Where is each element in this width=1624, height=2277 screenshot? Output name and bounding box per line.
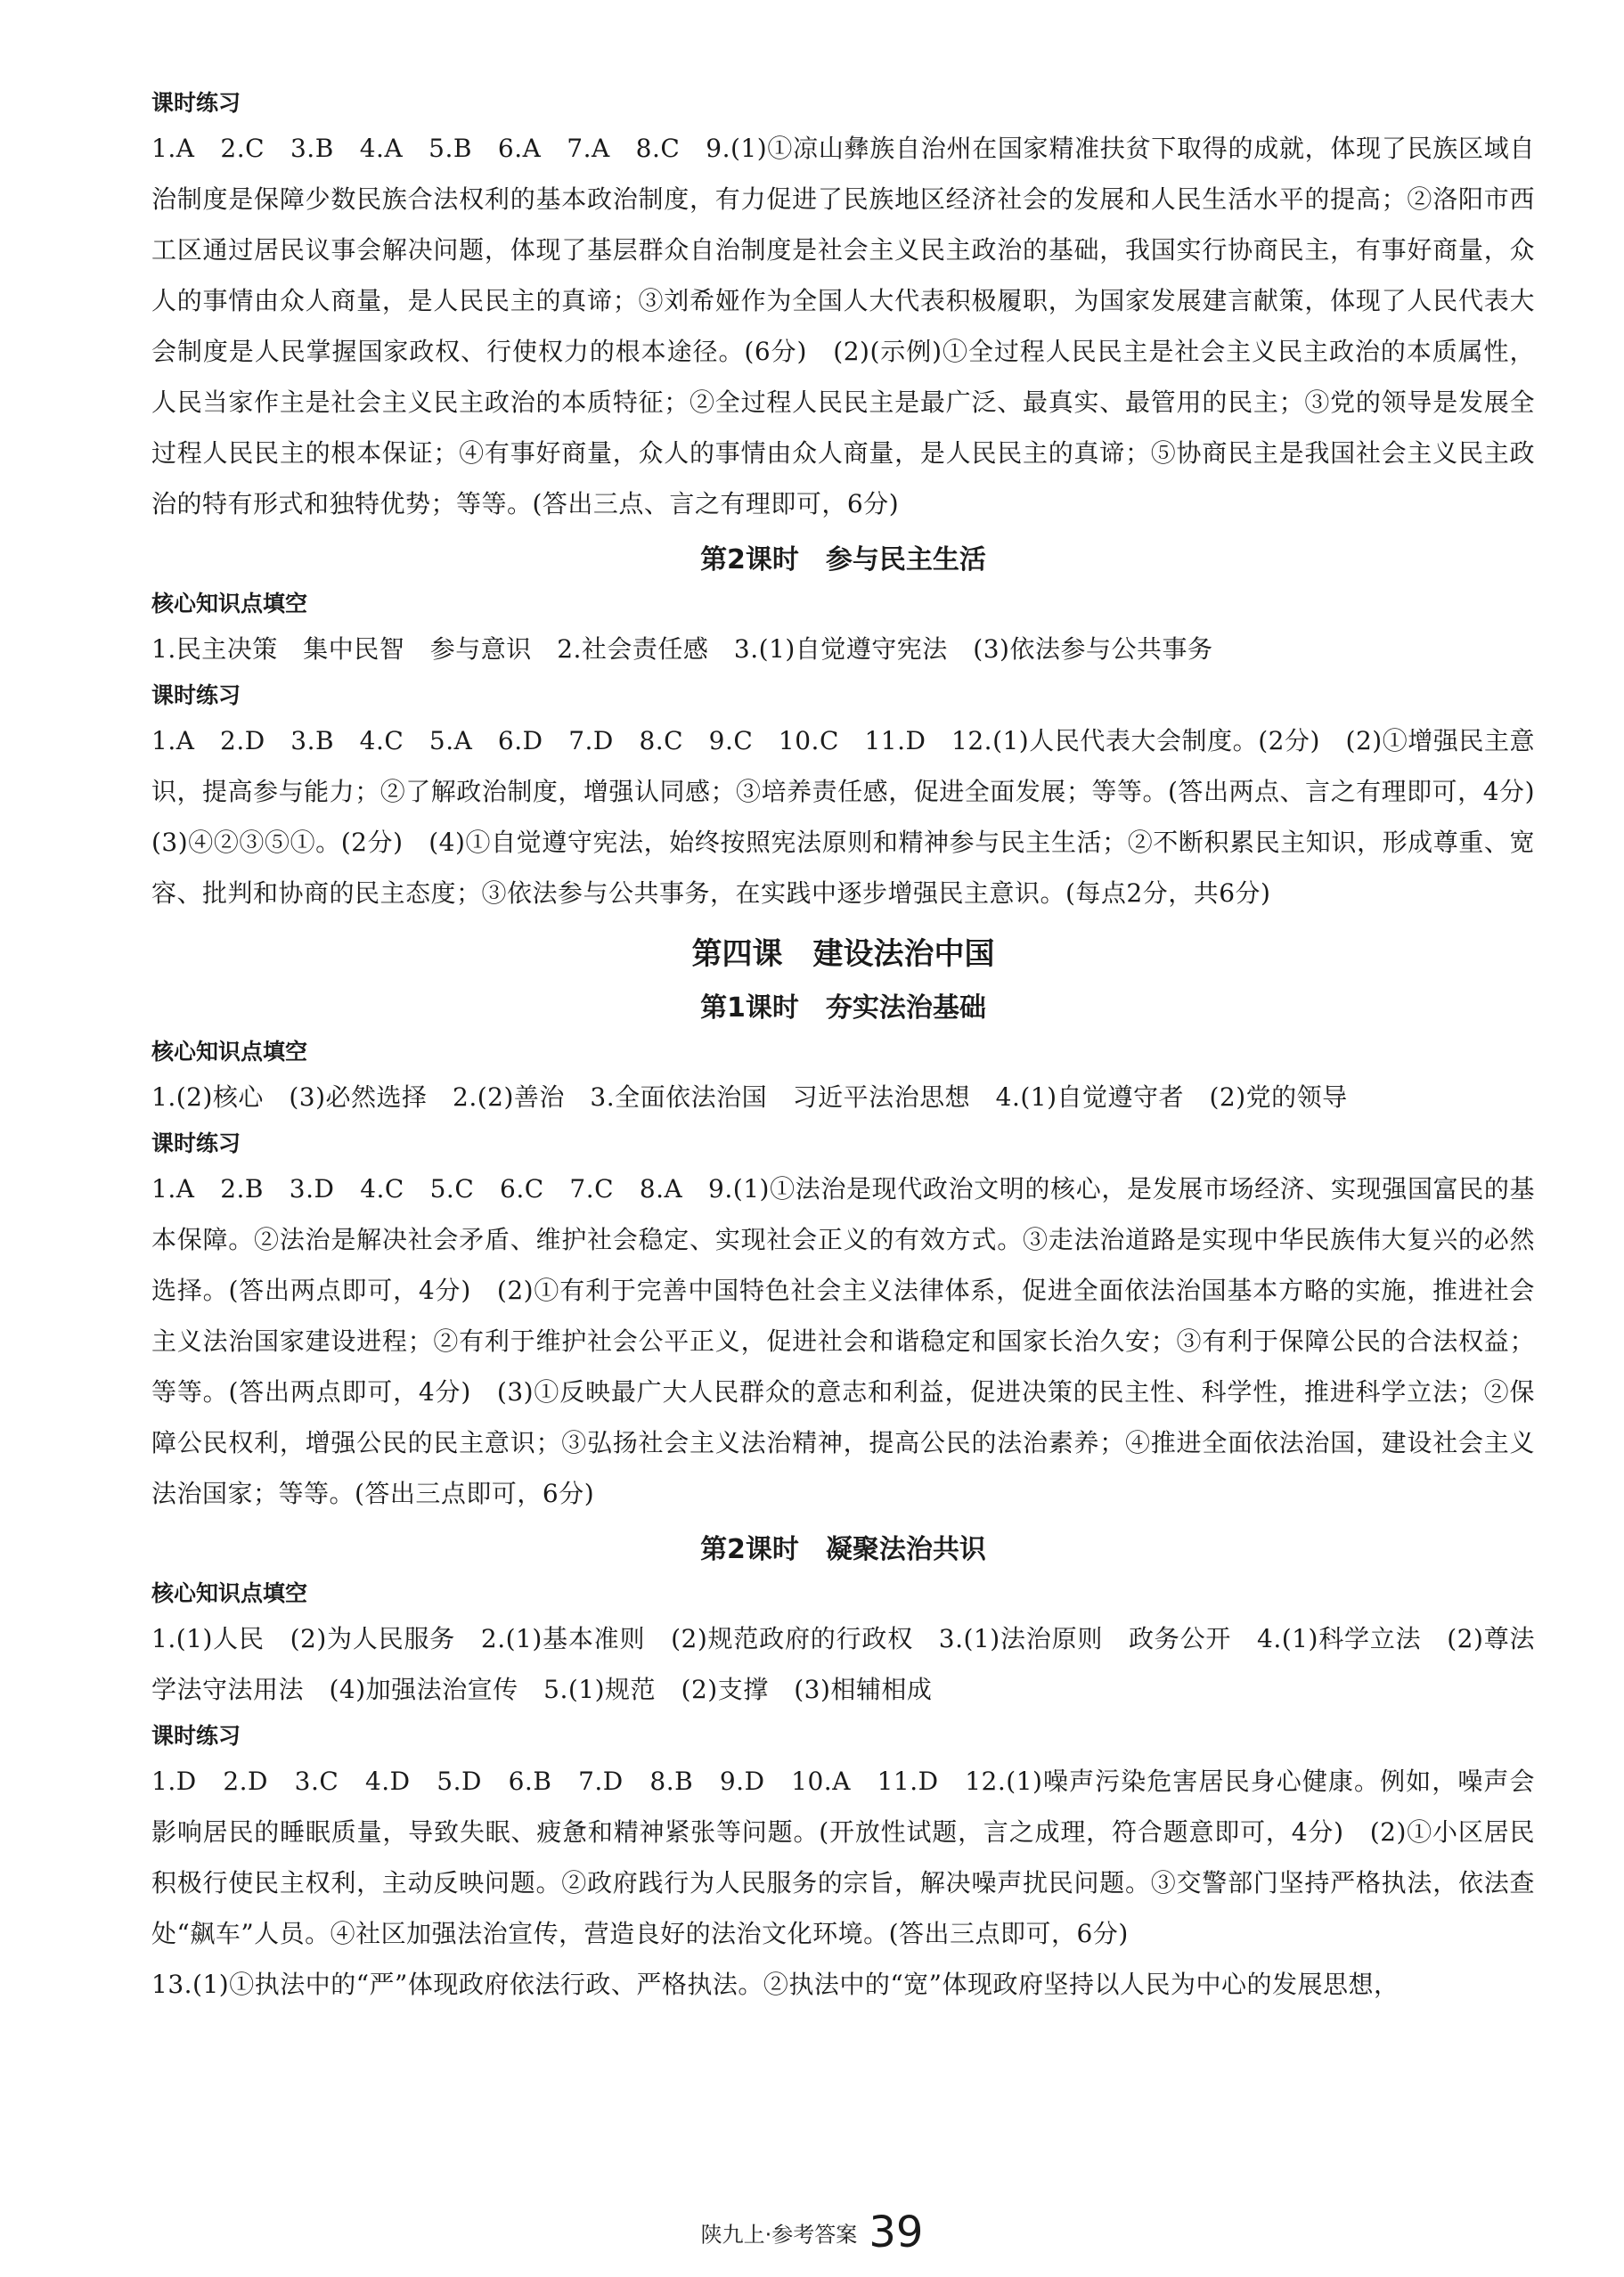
section-label: 课时练习 [151, 682, 241, 708]
unit-heading: 第四课 建设法治中国 [691, 936, 995, 972]
answer-paragraph: 1.(2)核心 (3)必然选择 2.(2)善治 3.全面依法治国 习近平法治思想 4.(1)自觉遵守者 (2)党的领导 [151, 1082, 1348, 1112]
answer-paragraph: 13.(1)①执法中的“严”体现政府依法行政、严格执法。②执法中的“宽”体现政府坚持以人民为中心的发展思想， [151, 1970, 1400, 1999]
footer-text: 陕九上·参考答案 [700, 2222, 858, 2248]
answer-paragraph: 1.A 2.B 3.D 4.C 5.C 6.C 7.C 8.A 9.(1)①法治是现代政治文明的核心，是发展市场经济、实现强国富民的基本保障。②法治是解决社会矛盾、维护社会稳定、实现社会正义的有效方式。③走法治道路是实现中华民族伟大复兴的必然选择。(答出两点即可，4分) (2)①有利于完善中国特色社会主义法律体系，促进全面依法治国基本方略的实施，推进社会主义法治国家建设进程；②有利于维护社会公平正义，促进社会和谐稳定和国家长治久安；③有利于保障公民的合法权益；等等。(答出两点即可，4分) (3)①反映最广大人民群众的意志和利益，促进决策的民主性、科学性，推进科学立法；②保障公民权利，增强公民的民主意识；③弘扬社会主义法治精神，提高公民的法治素养；④推进全面依法治国，建设社会主义法治国家；等等。(答出三点即可，6分) [151, 1174, 1535, 1508]
answer-paragraph: 1.A 2.D 3.B 4.C 5.A 6.D 7.D 8.C 9.C 10.C 11.D 12.(1)人民代表大会制度。(2分) (2)①增强民主意识，提高参与能力；②了解政治制度，增强认同感；③培养责任感，促进全面发展；等等。(答出两点、言之有理即可，4分) (3)④②③⑤①。(2分) (4)①自觉遵守宪法，始终按照宪法原则和精神参与民主生活；②不断积累民主知识，形成尊重、宽容、批判和协商的民主态度；③依法参与公共事务，在实践中逐步增强民主意识。(每点2分，共6分) [151, 726, 1561, 908]
section-label: 核心知识点填空 [151, 1039, 308, 1065]
answer-paragraph: 1.D 2.D 3.C 4.D 5.D 6.B 7.D 8.B 9.D 10.A 11.D 12.(1)噪声污染危害居民身心健康。例如，噪声会影响居民的睡眠质量，导致失眠、疲惫和精神紧张等问题。(开放性试题，言之成理，符合题意即可，4分) (2)①小区居民积极行使民主权利，主动反映问题。②政府践行为人民服务的宗旨，解决噪声扰民问题。③交警部门坚持严格执法，依法查处“飙车”人员。④社区加强法治宣传，营造良好的法治文化环境。(答出三点即可，6分) [151, 1767, 1535, 1948]
section-label: 核心知识点填空 [151, 591, 308, 616]
section-lesson3-part2 [151, 538, 1561, 918]
section-label: 核心知识点填空 [151, 1580, 308, 1606]
answer-paragraph: 1.民主决策 集中民智 参与意识 2.社会责任感 3.(1)自觉遵守宪法 (3)依法参与公共事务 [151, 634, 1213, 664]
page-number: 39 [869, 2208, 924, 2257]
section-lesson3-part1-practice [151, 86, 1535, 529]
section-lesson4-part1 [151, 931, 1535, 1519]
page-footer [0, 2208, 1624, 2257]
section-lesson4-part2 [151, 1528, 1535, 2010]
answer-paragraph: 1.A 2.C 3.B 4.A 5.B 6.A 7.A 8.C 9.(1)①凉山彝族自治州在国家精准扶贫下取得的成就，体现了民族区域自治制度是保障少数民族合法权利的基本政治制度，有力促进了民族地区经济社会的发展和人民生活水平的提高；②洛阳市西工区通过居民议事会解决问题，体现了基层群众自治制度是社会主义民主政治的基础，我国实行协商民主，有事好商量，众人的事情由众人商量，是人民民主的真谛；③刘希娅作为全国人大代表积极履职，为国家发展建言献策，体现了人民代表大会制度是人民掌握国家政权、行使权力的根本途径。(6分) (2)(示例)①全过程人民民主是社会主义民主政治的本质属性，人民当家作主是社会主义民主政治的本质特征；②全过程人民民主是最广泛、最真实、最管用的民主；③党的领导是发展全过程人民民主的根本保证；④有事好商量，众人的事情由众人商量，是人民民主的真谛；⑤协商民主是我国社会主义民主政治的特有形式和独特优势；等等。(答出三点、言之有理即可，6分) [151, 134, 1535, 518]
lesson-heading: 第2课时 凝聚法治共识 [700, 1534, 986, 1565]
lesson-heading: 第1课时 夯实法治基础 [700, 992, 986, 1024]
section-label: 课时练习 [151, 1130, 241, 1156]
section-label: 课时练习 [151, 90, 241, 116]
lesson-heading: 第2课时 参与民主生活 [700, 544, 986, 575]
answer-paragraph: 1.(1)人民 (2)为人民服务 2.(1)基本准则 (2)规范政府的行政权 3.(1)法治原则 政务公开 4.(1)科学立法 (2)尊法学法守法用法 (4)加强法治宣传 5.(1)规范 (2)支撑 (3)相辅相成 [151, 1624, 1535, 1704]
section-label: 课时练习 [151, 1723, 241, 1749]
